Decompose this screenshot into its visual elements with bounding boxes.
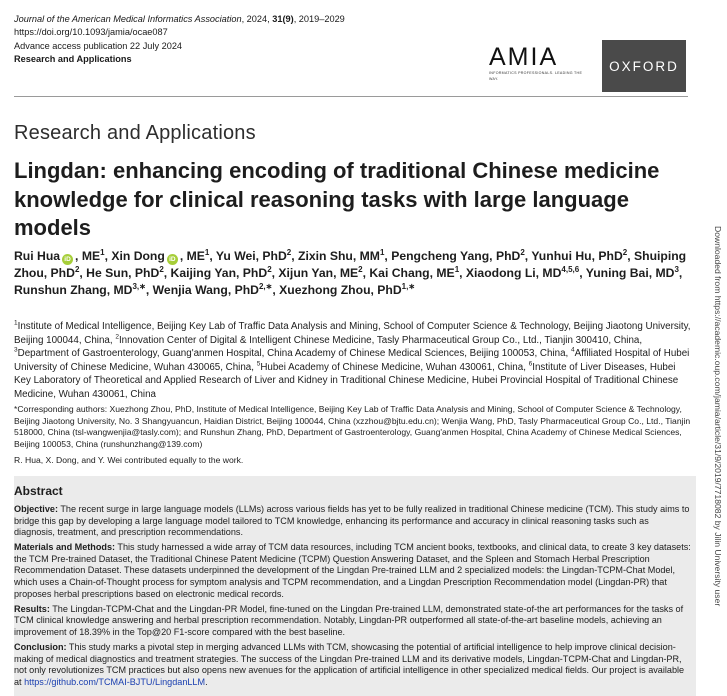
journal-header: [14, 13, 484, 67]
abstract-results: [14, 604, 692, 639]
oxford-logo: [602, 40, 686, 92]
abstract-heading: Abstract: [14, 484, 63, 498]
author-separator: ,: [163, 266, 171, 280]
author-name: Shuiping Zhou: [14, 249, 687, 280]
amia-logo-text: AMIA: [489, 43, 559, 71]
citation-pages: , 2019–2029: [293, 14, 345, 24]
author-name: Xijun Yan: [278, 266, 334, 280]
correspondence: *Corresponding authors: Xuezhong Zhou, PhD, Institute of Medical Intelligence, Beijing Key Lab of Traffic Data Analysis and Mining, School of Computer Science & Technology, Beijing Jiaotong University, No. 3 Shangyuancun, Haidian District, Beijing 100044, China (xzzhou@bjtu.edu.cn); Wenjia Wang, PhD, Tasly Pharmaceutical Group Co., Ltd., Tianjin 518000, China (tsl-wangwenjia@tasly.com); and Runshun Zhang, PhD, Department of Gastroenterology, Guang'anmen Hospital, China Academy of Chinese Medical Sciences, Beijing 100053, China (runshunzhang@139.com): [14, 404, 691, 450]
citation-volume: 31: [272, 14, 283, 24]
affiliations: [14, 320, 694, 402]
results-label: Results:: [14, 603, 50, 614]
author-separator: ,: [384, 249, 392, 263]
author: [391, 249, 531, 263]
author: [153, 283, 279, 297]
author: [278, 266, 369, 280]
affil-num: 5: [256, 360, 261, 368]
journal-citation: [14, 13, 484, 26]
author-degree: , PhD: [227, 283, 259, 297]
affiliation-6: Institute of Liver Diseases, Hubei Key Laboratory of Theoretical and Applied Research of Liver and Kidney in Traditional Chinese Medicine, Hubei Provincial Hospital of Traditional Chinese Medicine, Wuhan 430061, China: [14, 361, 679, 400]
author-degree: , ME: [333, 266, 359, 280]
abstract-body: [14, 504, 692, 692]
author-name: Yu Wei: [215, 249, 256, 263]
author: [279, 283, 415, 297]
author-separator: ,: [272, 283, 280, 297]
abstract-conclusion: [14, 642, 692, 688]
author-affil-sup: 3: [674, 264, 679, 274]
author-affil-sup: 4,5,6: [561, 264, 580, 274]
affil-num: 6: [528, 360, 533, 368]
journal-name: Journal of the American Medical Informatics Association: [14, 14, 242, 24]
author-separator: ,: [271, 266, 279, 280]
affiliation-2: Innovation Center of Digital & Intelligent Chinese Medicine, Tasly Pharmaceutical Group Co., Ltd., Tianjin 300410, China,: [118, 334, 643, 346]
author-affil-sup: 2: [286, 247, 292, 257]
author-name: Kai Chang: [369, 266, 430, 280]
journal-section: Research and Applications: [14, 54, 132, 65]
author-name: Zixin Shu: [298, 249, 353, 263]
author-name: He Sun: [86, 266, 129, 280]
author: [369, 266, 466, 280]
author: [14, 249, 111, 263]
affil-num: 3: [14, 346, 18, 354]
author-degree: , ME: [75, 249, 101, 263]
equal-contribution-note: R. Hua, X. Dong, and Y. Wei contributed equally to the work.: [14, 455, 244, 465]
author: [171, 266, 279, 280]
author-separator: ,: [145, 283, 153, 297]
author: [586, 266, 683, 280]
citation-issue: (9): [282, 14, 294, 24]
author-affil-sup: 3,: [132, 281, 140, 291]
affil-num: 1: [14, 319, 18, 327]
author-degree: , MD: [535, 266, 562, 280]
corresponding-star: ∗: [139, 281, 146, 291]
author-name: Rui Hua: [14, 249, 61, 263]
citation-year: , 2024,: [241, 14, 273, 24]
conclusion-label: Conclusion:: [14, 642, 67, 653]
author-affil-sup: 1: [454, 264, 460, 274]
methods-text: This study harnessed a wide array of TCM data resources, including TCM ancient books, textbooks, and clinical data, to create 3 key datasets: the TCM Pre-trained Dataset, the Traditional Chinese Patent Medicine (TCPM) Question Answering Dataset, and the Spleen and Stomach Herbal Prescription Recommendation Dataset. These datasets underpinned the development of the Lingdan Pre-trained LLM and 2 specialized models: the Lingdan-TCPM-Chat Model, which uses a Chain-of-Thought process for symptom analysis and TCPM recommendation, and a Lingdan Prescription Recommendation model (Lingdan-PR) that proposes herbal prescriptions based on electronic medical records.: [14, 542, 691, 599]
article-title: Lingdan: enhancing encoding of traditional Chinese medicine knowledge for clinical reasoning tasks with large language models: [14, 158, 660, 240]
author-degree: , MD: [106, 283, 133, 297]
author: [14, 283, 153, 297]
author-name: Yuning Bai: [585, 266, 649, 280]
author-degree: , PhD: [489, 249, 521, 263]
download-notice-text: Downloaded from https://academic.oup.com/jamia/article/31/9/2019/7718082 by Jilin University user: [713, 226, 723, 607]
affiliation-4: Affiliated Hospital of Hubei University of Chinese Medicine, Wuhan 430065, China,: [14, 348, 690, 373]
author-affil-sup: 1,: [401, 281, 409, 291]
author-separator: ,: [209, 249, 216, 263]
author-affil-sup: 2: [267, 264, 272, 274]
author-separator: ,: [524, 249, 532, 263]
author-separator: ,: [459, 266, 466, 280]
author: [111, 249, 216, 263]
author-separator: ,: [678, 266, 683, 280]
author-degree: , PhD: [591, 249, 623, 263]
author-affil-sup: 1: [204, 247, 210, 257]
corresponding-star: ∗: [408, 281, 416, 291]
amia-tagline: INFORMATICS PROFESSIONALS. LEADING THE WAY.: [489, 71, 583, 81]
author-degree: , ME: [179, 249, 205, 263]
author-name: Xin Dong: [111, 249, 165, 263]
conclusion-end: .: [205, 676, 208, 687]
github-link[interactable]: https://github.com/TCMAI-BJTU/LingdanLLM: [24, 676, 206, 687]
author-separator: ,: [291, 249, 299, 263]
author-separator: ,: [362, 266, 370, 280]
author-separator: ,: [104, 249, 112, 263]
author: [298, 249, 391, 263]
orcid-icon[interactable]: iD: [167, 254, 178, 265]
author-list: [14, 248, 704, 299]
objective-text: The recent surge in large language models (LLMs) across various fields has yet to be fully realized in traditional Chinese medicine (TCM). This study aims to bridge this gap by developing a large language model tailored to TCM knowledge, enhancing its performance and accuracy in clinical reasoning tasks such as diagnosis, treatment, and prescription recommendations.: [14, 504, 690, 538]
author-degree: , MM: [352, 249, 380, 263]
author: [86, 266, 170, 280]
amia-logo: [489, 44, 591, 84]
author-separator: ,: [579, 266, 586, 280]
author-name: Xiaodong Li: [465, 266, 536, 280]
objective-label: Objective:: [14, 504, 58, 514]
oxford-logo-text: OXFORD: [609, 58, 679, 74]
author-degree: , PhD: [370, 283, 402, 297]
orcid-icon[interactable]: iD: [62, 254, 73, 265]
corresponding-star: ∗: [265, 281, 273, 291]
download-notice: [712, 226, 722, 696]
author-name: Runshun Zhang: [14, 283, 107, 297]
author: [531, 249, 634, 263]
methods-label: Materials and Methods:: [14, 542, 116, 553]
author-affil-sup: 2: [622, 247, 628, 257]
author-affil-sup: 1: [379, 247, 385, 257]
author-affil-sup: 2: [159, 264, 164, 274]
author-separator: ,: [79, 266, 87, 280]
author-name: Wenjia Wang: [152, 283, 228, 297]
affiliation-3: Department of Gastroenterology, Guang'anmen Hospital, China Academy of Chinese Medical Sciences, Beijing 100053, China,: [17, 348, 571, 360]
author-degree: , MD: [648, 266, 675, 280]
author-degree: , PhD: [255, 249, 287, 263]
author-affil-sup: 2,: [258, 281, 266, 291]
section-type: Research and Applications: [14, 122, 256, 144]
author-degree: , PhD: [128, 266, 160, 280]
author-affil-sup: 2: [520, 247, 525, 257]
conclusion-text: This study marks a pivotal step in merging advanced LLMs with TCM, showcasing the potential of artificial intelligence to help improve clinical decision-making of medical diagnostics and treatment strategies. The success of the Lingdan Pre-trained LLM and its derivative models, Lingdan-TCPM-Chat and Lingdan-PR, not only revolutionizes TCM practices but also opens new avenues for the application of artificial intelligence in other specialized medical fields. Our project is available at: [14, 642, 685, 687]
author-name: Xuezhong Zhou: [279, 283, 371, 297]
author-name: Pengcheng Yang: [391, 249, 490, 263]
author: [216, 249, 298, 263]
affil-num: 2: [115, 333, 119, 341]
affiliation-5: Hubei Academy of Chinese Medicine, Wuhan 430061, China,: [260, 361, 529, 373]
doi-link[interactable]: https://doi.org/10.1093/jamia/ocae087: [14, 27, 168, 38]
header-divider: [14, 96, 688, 97]
author-affil-sup: 1: [100, 247, 105, 257]
author-separator: ,: [627, 249, 634, 263]
author-degree: , PhD: [43, 266, 75, 280]
abstract-methods: [14, 542, 692, 600]
affil-num: 4: [570, 346, 575, 354]
author-affil-sup: 2: [74, 264, 80, 274]
author-name: Kaijing Yan: [170, 266, 237, 280]
abstract-objective: [14, 504, 692, 539]
results-text: The Lingdan-TCPM-Chat and the Lingdan-PR Model, fine-tuned on the Lingdan Pre-trained LLM, demonstrated state-of-the art performances for the tasks of TCM clinical knowledge answering and herbal prescription recommendation. Notably, Lingdan-PR outperformed all state-of-the-art baseline models, achieving an improvement of 18.39% in the Top@20 F1-score compared with the best baseline.: [14, 603, 684, 637]
author: [466, 266, 586, 280]
affiliation-1: Institute of Medical Intelligence, Beijing Key Lab of Traffic Data Analysis and Mining, School of Computer Science & Technology, Beijing Jiaotong University, Beijing 100044, China,: [14, 321, 691, 346]
author-degree: , PhD: [236, 266, 268, 280]
advance-access: Advance access publication 22 July 2024: [14, 40, 183, 51]
author-affil-sup: 2: [358, 264, 363, 274]
author-degree: , ME: [429, 266, 455, 280]
author-name: Yunhui Hu: [531, 249, 592, 263]
